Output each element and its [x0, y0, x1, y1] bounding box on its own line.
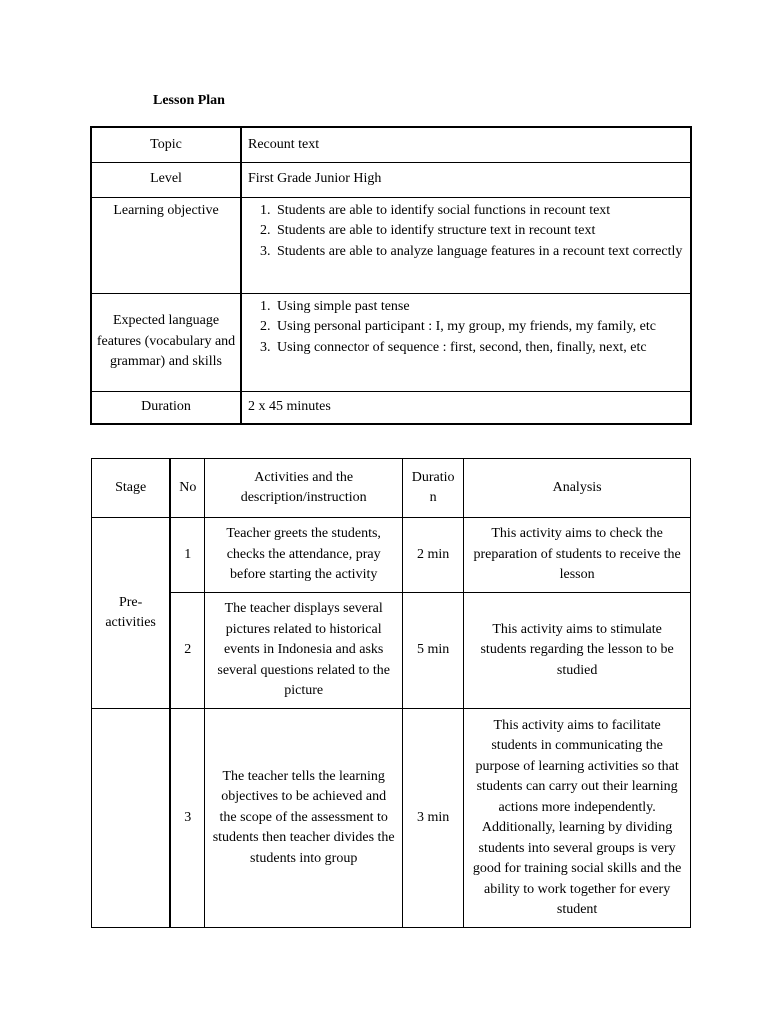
duration-label: Duration [91, 391, 241, 424]
topic-label: Topic [91, 127, 241, 162]
row-duration: 5 min [403, 593, 464, 709]
header-analysis: Analysis [464, 459, 691, 518]
level-value: First Grade Junior High [241, 162, 691, 197]
level-row [91, 162, 691, 197]
objective-value [241, 197, 691, 293]
row-activity: Teacher greets the students, checks the attendance, pray before starting the activity [205, 518, 403, 593]
page-title: Lesson Plan [153, 93, 225, 108]
topic-row [91, 127, 691, 162]
features-value [241, 293, 691, 391]
list-item: 2. Students are able to identify structure text in recount text [274, 221, 684, 242]
activities-table [91, 458, 691, 928]
header-activity: Activities and the description/instruction [205, 459, 403, 518]
duration-row [91, 391, 691, 424]
row-no: 3 [170, 709, 205, 928]
row-duration: 2 min [403, 518, 464, 593]
header-no: No [170, 459, 205, 518]
row-no: 2 [170, 593, 205, 709]
level-label: Level [91, 162, 241, 197]
row-activity: The teacher tells the learning objectives to be achieved and the scope of the assessment to students then teacher divides the students into group [205, 709, 403, 928]
lesson-overview-table [90, 126, 692, 425]
objective-label: Learning objective [91, 197, 241, 293]
row-analysis: This activity aims to facilitate students in communicating the purpose of learning activities so that students can carry out their learning actions more independently. Additionally, learning by dividing students into several groups is very good for training social skills and the ability to work together for every student [464, 709, 691, 928]
list-item: 2. Using personal participant : I, my group, my friends, my family, etc [274, 317, 684, 338]
header-duration: Duratio n [403, 459, 464, 518]
table-row [92, 593, 691, 709]
header-stage: Stage [92, 459, 171, 518]
table-row [92, 518, 691, 593]
stage-main-activities [92, 709, 171, 928]
table-row [92, 709, 691, 928]
row-duration: 3 min [403, 709, 464, 928]
row-activity: The teacher displays several pictures related to historical events in Indonesia and asks several questions related to the picture [205, 593, 403, 709]
list-item: 1. Students are able to identify social functions in recount text [274, 201, 684, 222]
features-label: Expected language features (vocabulary and grammar) and skills [91, 293, 241, 391]
topic-value: Recount text [241, 127, 691, 162]
list-item: 1. Using simple past tense [274, 297, 684, 318]
stage-pre-activities: Pre-activities [92, 518, 171, 709]
duration-value: 2 x 45 minutes [241, 391, 691, 424]
features-list [248, 297, 684, 359]
list-item: 3. Students are able to analyze language features in a recount text correctly [274, 242, 684, 263]
objective-row [91, 197, 691, 293]
objective-list [248, 201, 684, 263]
row-analysis: This activity aims to check the preparation of students to receive the lesson [464, 518, 691, 593]
row-no: 1 [170, 518, 205, 593]
row-analysis: This activity aims to stimulate students regarding the lesson to be studied [464, 593, 691, 709]
activities-header-row [92, 459, 691, 518]
features-row [91, 293, 691, 391]
list-item: 3. Using connector of sequence : first, second, then, finally, next, etc [274, 338, 684, 359]
